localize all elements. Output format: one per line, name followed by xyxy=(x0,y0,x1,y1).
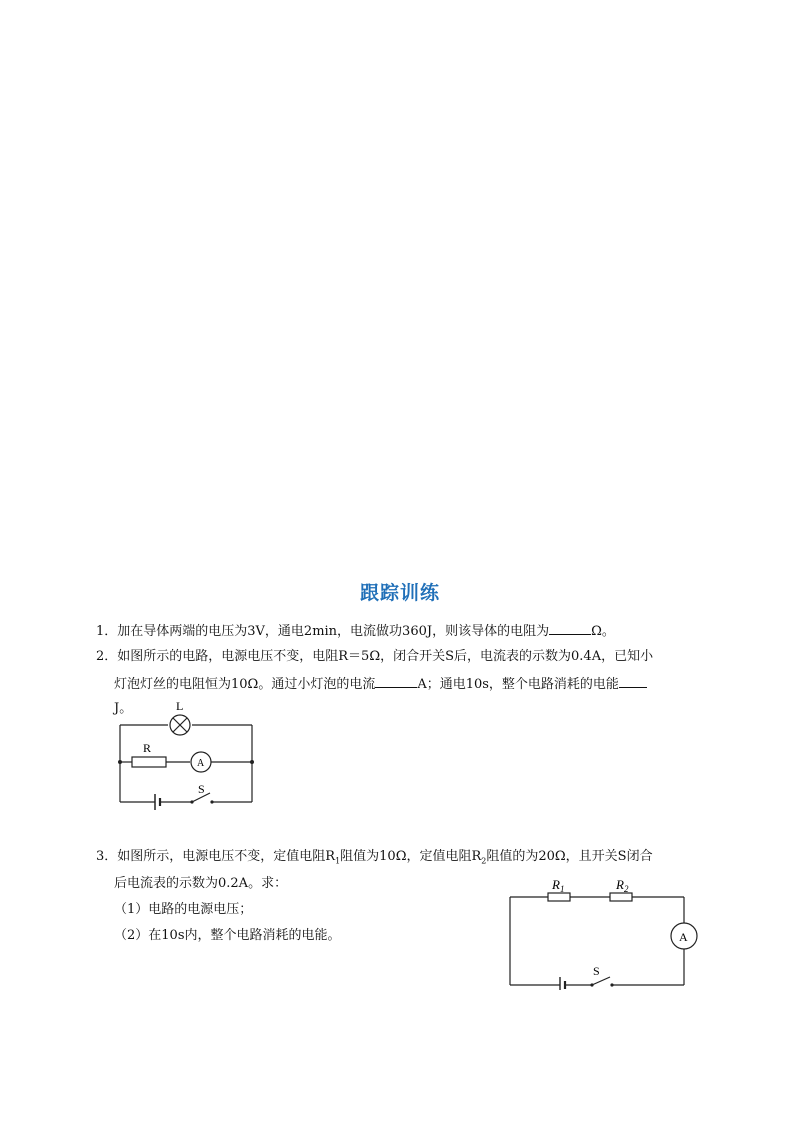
r2-label: $R_2$ xyxy=(616,877,629,894)
r1-label: $R_1$ xyxy=(552,877,565,894)
switch-symbol xyxy=(592,977,610,985)
ammeter-label: A xyxy=(679,930,688,944)
q3-text-b: 阻值为10Ω，定值电阻R xyxy=(340,849,482,864)
circuit-diagram-q2 xyxy=(110,692,280,812)
switch-label: S xyxy=(198,782,205,796)
section-title: 跟踪训练 xyxy=(359,582,440,604)
answer-blank-current[interactable] xyxy=(375,674,417,688)
resistor-label: R xyxy=(143,741,152,755)
q1-unit: Ω。 xyxy=(591,624,615,639)
answer-blank[interactable] xyxy=(549,621,591,635)
question-2-line-1: 2．如图所示的电路，电源电压不变，电阻R＝5Ω，闭合开关S后，电流表的示数为0.4A，已知小 xyxy=(96,649,654,664)
circuit-diagram-q3 xyxy=(500,875,700,990)
lamp-label: L xyxy=(176,699,184,713)
question-3-line-1 xyxy=(96,848,653,871)
ammeter-label: A xyxy=(197,758,205,769)
q1-text: 1．加在导体两端的电压为3V，通电2min，电流做功360J，则该导体的电阻为 xyxy=(96,624,550,639)
q3-text-a: 3．如图所示，电源电压不变，定值电阻R xyxy=(96,849,336,864)
q3-sub-2: 2 xyxy=(481,856,487,866)
q2-text-a: 灯泡灯丝的电阻恒为10Ω。通过小灯泡的电流 xyxy=(114,677,376,692)
q2-text-b: A；通电10s，整个电路消耗的电能 xyxy=(417,677,619,692)
question-3-sub-2: （2）在10s内，整个电路消耗的电能。 xyxy=(114,928,341,943)
question-3-sub-1: （1）电路的电源电压； xyxy=(114,902,253,917)
r1-symbol xyxy=(548,893,570,901)
question-2-line-2 xyxy=(114,674,647,694)
question-3-line-2: 后电流表的示数为0.2A。求： xyxy=(114,876,288,891)
switch-label: S xyxy=(593,964,600,978)
r2-symbol xyxy=(610,893,632,901)
q3-text-c: 阻值的为20Ω，且开关S闭合 xyxy=(486,849,653,864)
question-1 xyxy=(96,621,615,641)
q3-sub-1: 1 xyxy=(335,856,341,866)
question-2-line-3: J。 xyxy=(114,701,133,716)
resistor-symbol xyxy=(132,757,166,767)
answer-blank-energy[interactable] xyxy=(619,674,647,688)
